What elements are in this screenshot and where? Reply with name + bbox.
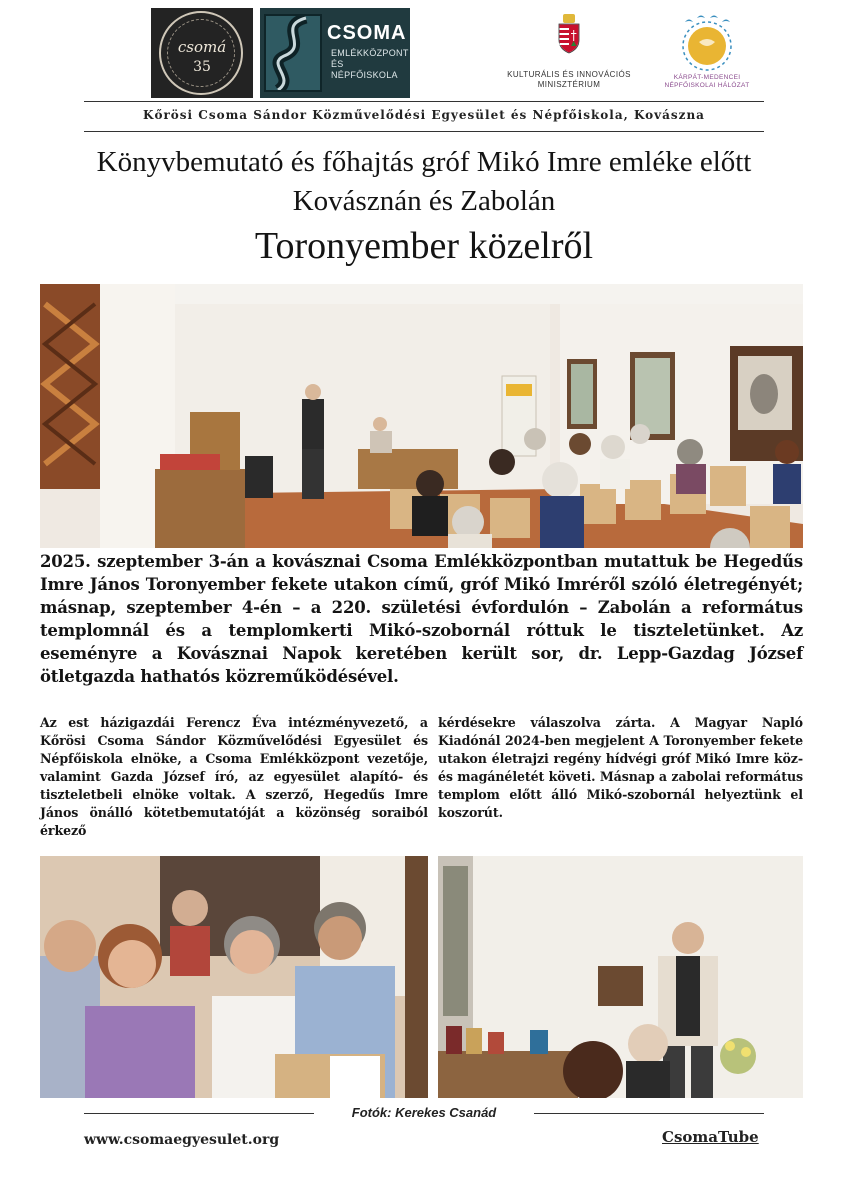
csoma-center-logo: [260, 8, 410, 98]
page-subtitle-line2: Kovásznán és Zabolán: [292, 185, 556, 217]
ministry-logo: [494, 8, 644, 98]
event-hall-photo: [40, 284, 803, 548]
organization-line: Kőrösi Csoma Sándor Közművelődési Egyesület és Népfőiskola, Kovászna: [143, 108, 705, 122]
csoma-logo-subtitle: EMLÉKKÖZPONT ÉS NÉPFŐISKOLA: [331, 48, 409, 80]
csoma35-logo-name: csomá: [177, 38, 227, 56]
article-column-right: kérdésekre válaszolva zárta. A Magyar Napló Kiadónál 2024-ben megjelent A Toronyember fekete utakon életrajzi regény hídvégi gróf Mikó Imre köz- és magánéletét követi. Másnap a zabolai református templom előtt álló Mikó-szobornál helyeztünk el koszorút.: [438, 715, 803, 820]
article-intro: 2025. szeptember 3-án a kovásznai Csoma Emlékközpontban mutattuk be Hegedűs Imre János Toronyember fekete utakon című, gróf Mikó Imréről szóló életregényét; másnap, szeptember 4-én – a 220. születési évfordulón – Zabolán a református templomnál és a templomkerti Mikó-szobornál róttuk le tiszteletünket. Az eseményre a Kovásznai Napok keretében került sor, dr. Lepp-Gazdag József ötletgazda hathatós közreműködésével.: [40, 552, 803, 686]
ministry-name: KULTURÁLIS ÉS INNOVÁCIÓS MINISZTÉRIUM: [507, 70, 631, 89]
csoma35-logo-number: 35: [193, 59, 211, 75]
audience-photo: [40, 856, 428, 1098]
article-column-left: Az est házigazdái Ferencz Éva intézményvezető, a Kőrösi Csoma Sándor Közművelődési Egyesület és Népfőiskola elnöke, a Csoma Emlékközpont vezetője, valamint Gazda József író, az egyesület alapító- és tiszteletbeli elnöke voltak. A szerző, Hegedűs Imre János önálló kötetbemutatóját a közönség soraiból érkező: [40, 715, 428, 838]
header-bottom-rule: [84, 131, 764, 132]
speaker-photo: [438, 856, 803, 1098]
coat-of-arms-icon: [558, 14, 580, 54]
network-name: KÁRPÁT-MEDENCEI NÉPFŐISKOLAI HÁLÓZAT: [664, 74, 750, 89]
photo-credit: Fotók: Kerekes Csanád: [351, 1105, 497, 1120]
csoma-logo-name: CSOMA: [327, 22, 407, 44]
sun-birds-icon: [677, 14, 737, 72]
network-logo: [656, 8, 758, 98]
header-top-rule: [84, 101, 764, 102]
website-link[interactable]: www.csomaegyesulet.org: [84, 1132, 280, 1148]
winding-road-icon: [264, 14, 322, 92]
page-title: Toronyember közelről: [254, 225, 594, 267]
csomatube-link[interactable]: CsomaTube: [662, 1128, 759, 1146]
credit-rule-right: [534, 1113, 764, 1114]
page-subtitle-line1: Könyvbemutató és főhajtás gróf Mikó Imre emléke előtt: [96, 146, 752, 178]
csoma-35-logo: [151, 8, 253, 98]
